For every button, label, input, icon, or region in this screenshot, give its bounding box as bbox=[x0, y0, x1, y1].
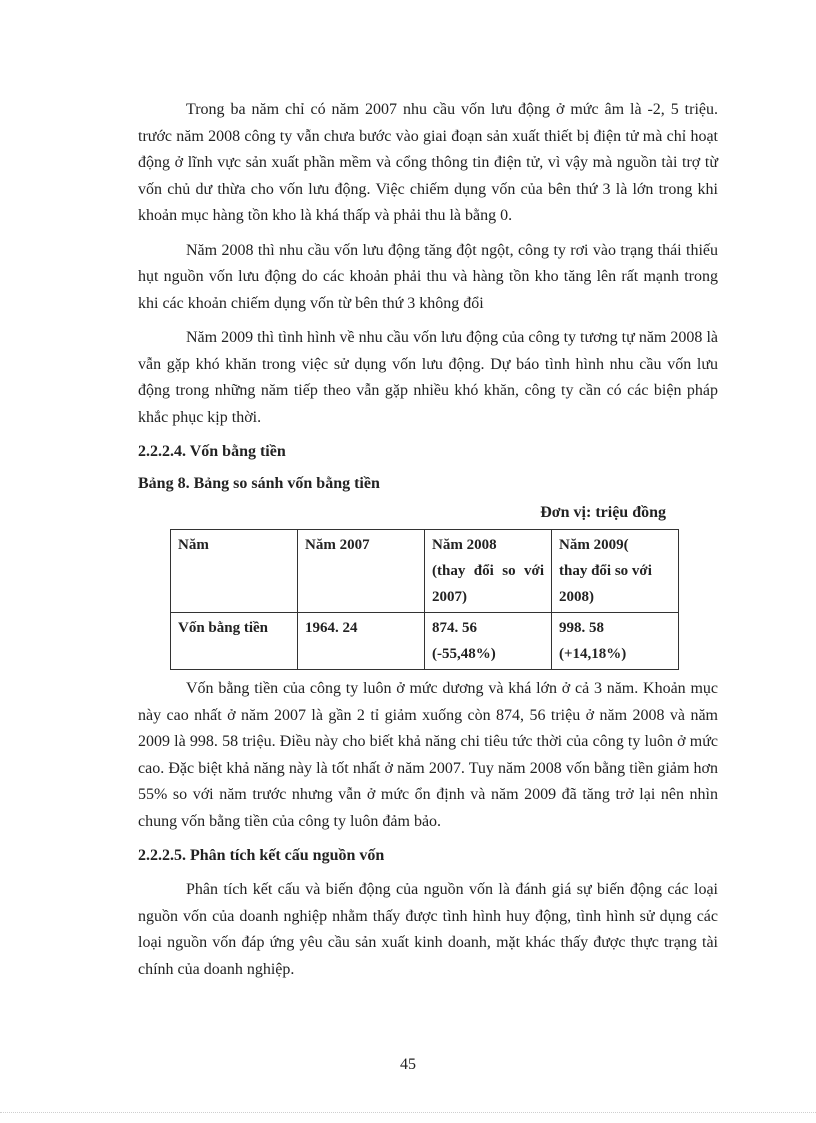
comparison-table bbox=[170, 529, 679, 670]
section-heading-ket-cau-nguon-von: 2.2.2.5. Phân tích kết cấu nguồn vốn bbox=[138, 847, 385, 864]
paragraph-nhu-cau-2007: Trong ba năm chỉ có năm 2007 nhu cầu vốn lưu động ở mức âm là -2, 5 triệu. trước năm 2008 công ty vẫn chưa bước vào giai đoạn sản xuất thiết bị điện tử mà chỉ hoạt động ở lĩnh vực sản xuất phần mềm và cổng thông tin điện tử, vì vậy mà nguồn tài trợ từ vốn chủ dư thừa cho vốn lưu động. Việc chiếm dụng vốn của bên thứ 3 là lớn trong khi khoản mục hàng tồn kho là khá thấp và phải thu là bằng 0. bbox=[138, 101, 718, 224]
header-cell-2009: Năm 2009( thay đổi so với 2008) bbox=[552, 530, 679, 613]
paragraph-ket-cau-nguon-von: Phân tích kết cấu và biến động của nguồn vốn là đánh giá sự biến động các loại nguồn vốn của doanh nghiệp nhằm thấy được tình hình huy động, tình hình sử dụng các loại nguồn vốn đáp ứng yêu cầu sản xuất kinh doanh, mặt khác thấy được thực trạng tài chính của doanh nghiệp. bbox=[138, 881, 718, 978]
header-cell-2007: Năm 2007 bbox=[298, 530, 425, 613]
row-label-von-bang-tien: Vốn bằng tiền bbox=[171, 613, 298, 670]
paragraph-nhu-cau-2009: Năm 2009 thì tình hình về nhu cầu vốn lưu động của công ty tương tự năm 2008 là vẫn gặp khó khăn trong việc sử dụng vốn lưu động. Dự báo tình hình nhu cầu vốn lưu động trong những năm tiếp theo vẫn gặp nhiều khó khăn, công ty cần có các biện pháp khắc phục kịp thời. bbox=[138, 329, 718, 426]
page-bottom-border bbox=[0, 1112, 816, 1113]
paragraph-nhu-cau-2008: Năm 2008 thì nhu cầu vốn lưu động tăng đột ngột, công ty rơi vào trạng thái thiếu hụt nguồn vốn lưu động do các khoản phải thu và hàng tồn kho tăng lên rất mạnh trong khi các khoản chiếm dụng vốn từ bên thứ 3 không đổi bbox=[138, 241, 718, 312]
table-caption: Bảng 8. Bảng so sánh vốn bằng tiền bbox=[138, 475, 380, 492]
unit-label: Đơn vị: triệu đồng bbox=[540, 504, 666, 521]
value-2008: 874. 56 (-55,48%) bbox=[425, 613, 552, 670]
paragraph-von-bang-tien: Vốn bằng tiền của công ty luôn ở mức dương và khá lớn ở cả 3 năm. Khoản mục này cao nhất ở năm 2007 là gần 2 tỉ giảm xuống còn 874, 56 triệu ở năm 2008 và năm 2009 là 998. 58 triệu. Điều này cho biết khả năng chi tiêu tức thời của công ty luôn ở mức cao. Đặc biệt khả năng này là tốt nhất ở năm 2007. Tuy năm 2008 vốn bằng tiền giảm hơn 55% so với năm trước nhưng vẫn ở mức ổn định và năm 2009 đã tăng trở lại nên nhìn chung vốn bằng tiền của công ty luôn đảm bảo. bbox=[138, 680, 718, 830]
header-cell-2008: Năm 2008 (thay đổi so với 2007) bbox=[425, 530, 552, 613]
table-header-row bbox=[171, 530, 679, 613]
section-heading-von-bang-tien: 2.2.2.4. Vốn bằng tiền bbox=[138, 443, 286, 460]
table-row bbox=[171, 613, 679, 670]
header-cell-nam: Năm bbox=[171, 530, 298, 613]
value-2009: 998. 58 (+14,18%) bbox=[552, 613, 679, 670]
page-number: 45 bbox=[400, 1056, 416, 1073]
page-content bbox=[138, 97, 718, 983]
value-2007: 1964. 24 bbox=[298, 613, 425, 670]
